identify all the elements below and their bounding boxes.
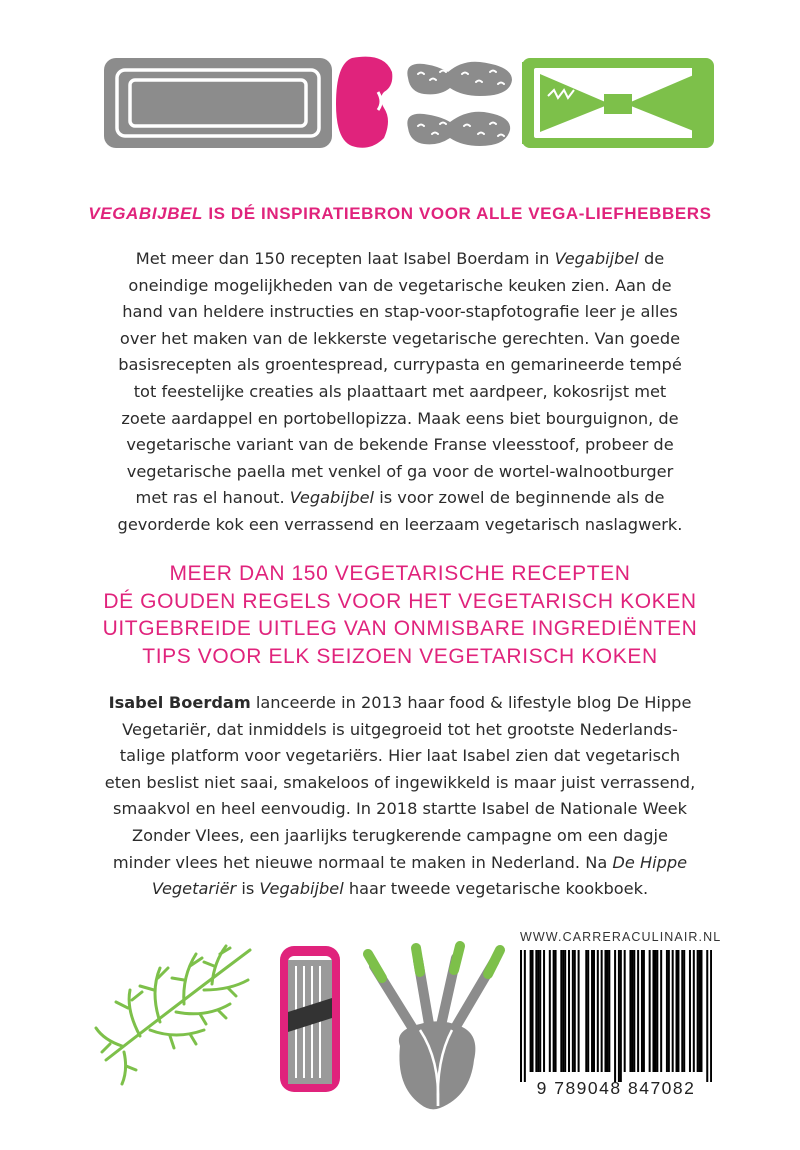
- bio-line: Isabel Boerdam lanceerde in 2013 haar food & lifestyle blog De Hippe: [108, 693, 692, 712]
- barcode-bar: [532, 950, 534, 1072]
- barcode-bar: [693, 950, 695, 1072]
- barcode-bar: [606, 950, 608, 1072]
- barcode-bar: [689, 950, 691, 1072]
- barcode-bar: [668, 950, 670, 1072]
- barcode-bar: [700, 950, 702, 1072]
- barcode-bar: [553, 950, 555, 1072]
- barcode-bar: [530, 950, 532, 1072]
- intro-line: hand van heldere instructies en stap-voor-stapfotografie leer je alles: [122, 302, 678, 322]
- intro-line: zoete aardappel en portobellopizza. Maak eens biet bourguignon, de: [121, 408, 679, 428]
- feature-item: MEER DAN 150 VEGETARISCHE RECEPTEN: [169, 562, 631, 585]
- bottom-illustrations: [0, 940, 520, 1120]
- top-illustrations: [0, 0, 800, 170]
- barcode-bar: [681, 950, 683, 1072]
- barcode-bar: [535, 950, 537, 1072]
- barcode-bar: [591, 950, 593, 1072]
- barcode-bar: [543, 950, 545, 1072]
- feature-list: [0, 560, 800, 670]
- intro-line: vegetarische paella met venkel of ga voor de wortel-walnootburger: [126, 461, 674, 481]
- headline-book-title: VEGABIJBEL: [88, 204, 203, 223]
- barcode-bar: [677, 950, 679, 1072]
- barcode-bar: [699, 950, 701, 1072]
- barcode-bar: [585, 950, 587, 1072]
- barcode-bar: [676, 950, 678, 1072]
- barcode-bar: [568, 950, 570, 1072]
- barcode-bar: [641, 950, 643, 1072]
- bio-line: Vegetariër, dat inmiddels is uitgegroeid tot het grootste Nederlands-: [122, 719, 678, 739]
- intro-paragraph: [88, 246, 712, 539]
- barcode-bar: [601, 950, 603, 1072]
- barcode-bar: [633, 950, 635, 1072]
- barcode-bar: [666, 950, 668, 1072]
- barcode-bar: [631, 950, 633, 1072]
- barcode-bar: [706, 950, 708, 1082]
- barcode-icon: [520, 950, 712, 1090]
- intro-line: over het maken van de lekkerste vegetarische gerechten. Van goede: [119, 328, 681, 348]
- barcode-bar: [549, 950, 551, 1072]
- intro-line: oneindige mogelijkheden van de vegetarische keuken zien. Aan de: [128, 275, 672, 295]
- wrapped-candy-icon: [522, 58, 714, 148]
- barcode-bar: [560, 950, 562, 1072]
- barcode-bar: [578, 950, 580, 1072]
- kidney-bean-icon: [336, 57, 392, 148]
- author-name: Isabel Boerdam: [108, 693, 251, 712]
- isbn-number: 9 789048 847082: [536, 1078, 696, 1098]
- intro-line: vegetarische variant van de bekende Franse vleesstoof, probeer de: [126, 435, 674, 455]
- barcode-bar: [637, 950, 639, 1072]
- feature-item: TIPS VOOR ELK SEIZOEN VEGETARISCH KOKEN: [142, 644, 658, 668]
- intro-line: met ras el hanout. Vegabijbel is voor zowel de beginnende als de: [135, 488, 665, 508]
- barcode-bar: [539, 950, 541, 1072]
- barcode-bar: [672, 950, 674, 1072]
- feature-item: UITGEBREIDE UITLEG VAN ONMISBARE INGREDIËNTEN: [102, 617, 698, 640]
- barcode-bar: [710, 950, 712, 1082]
- barcode-bar: [620, 950, 622, 1082]
- bio-line: Zonder Vlees, een jaarlijks terugkerende campagne om een dagje: [132, 825, 668, 845]
- bio-line: eten beslist niet saai, smakeloos of ingewikkeld is maar juist verrassend,: [104, 772, 696, 792]
- barcode-bar: [614, 950, 616, 1082]
- bio-line: smaakvol en heel eenvoudig. In 2018 startte Isabel de Nationale Week: [113, 799, 687, 819]
- bio-line: Vegetariër is Vegabijbel haar tweede vegetarische kookboek.: [151, 879, 649, 899]
- barcode-bar: [587, 950, 589, 1072]
- author-bio: [88, 690, 712, 903]
- barcode-bar: [618, 950, 620, 1082]
- barcode-bar: [562, 950, 564, 1072]
- barcode-bar: [624, 950, 626, 1072]
- headline-text: IS DÉ INSPIRATIEBRON VOOR ALLE VEGA-LIEFHEBBERS: [203, 204, 712, 223]
- barcode-bar: [520, 950, 522, 1082]
- dill-icon: [96, 946, 250, 1084]
- barcode-bar: [608, 950, 610, 1072]
- feature-item: DÉ GOUDEN REGELS VOOR HET VEGETARISCH KOKEN: [103, 589, 697, 613]
- intro-line: gevorderde kok een verrassend en leerzaam vegetarisch naslagwerk.: [117, 514, 683, 534]
- barcode-bar: [604, 950, 606, 1072]
- intro-line: basisrecepten als groentespread, currypasta en gemarineerde tempé: [118, 355, 682, 375]
- mandoline-slicer-icon: [280, 946, 340, 1092]
- barcode-bar: [656, 950, 658, 1072]
- barcode-bar: [654, 950, 656, 1072]
- barcode-bar: [572, 950, 574, 1072]
- barcode-bar: [629, 950, 631, 1072]
- barcode-bar: [564, 950, 566, 1072]
- baking-tray-icon: [104, 58, 332, 148]
- fennel-icon: [368, 946, 500, 1109]
- peanuts-icon: [407, 62, 512, 146]
- barcode-bar: [683, 950, 685, 1072]
- barcode-bar: [597, 950, 599, 1072]
- barcode-bar: [537, 950, 539, 1072]
- barcode-bar: [697, 950, 699, 1072]
- barcode-bar: [652, 950, 654, 1072]
- barcode-bar: [643, 950, 645, 1072]
- headline: [0, 204, 800, 224]
- bio-line: talige platform voor vegetariërs. Hier laat Isabel zien dat vegetarisch: [119, 746, 681, 766]
- barcode-bar: [649, 950, 651, 1072]
- barcode-bar: [660, 950, 662, 1072]
- publisher-url: WWW.CARRERACULINAIR.NL: [520, 930, 722, 944]
- barcode-bar: [524, 950, 526, 1082]
- intro-line: tot feestelijke creaties als plaattaart met aardpeer, kokosrijst met: [133, 381, 667, 401]
- barcode-bar: [555, 950, 557, 1072]
- intro-line: Met meer dan 150 recepten laat Isabel Boerdam in Vegabijbel de: [135, 249, 665, 268]
- barcode-bar: [574, 950, 576, 1072]
- barcode-bar: [593, 950, 595, 1072]
- bio-line: minder vlees het nieuwe normaal te maken in Nederland. Na De Hippe: [112, 852, 688, 872]
